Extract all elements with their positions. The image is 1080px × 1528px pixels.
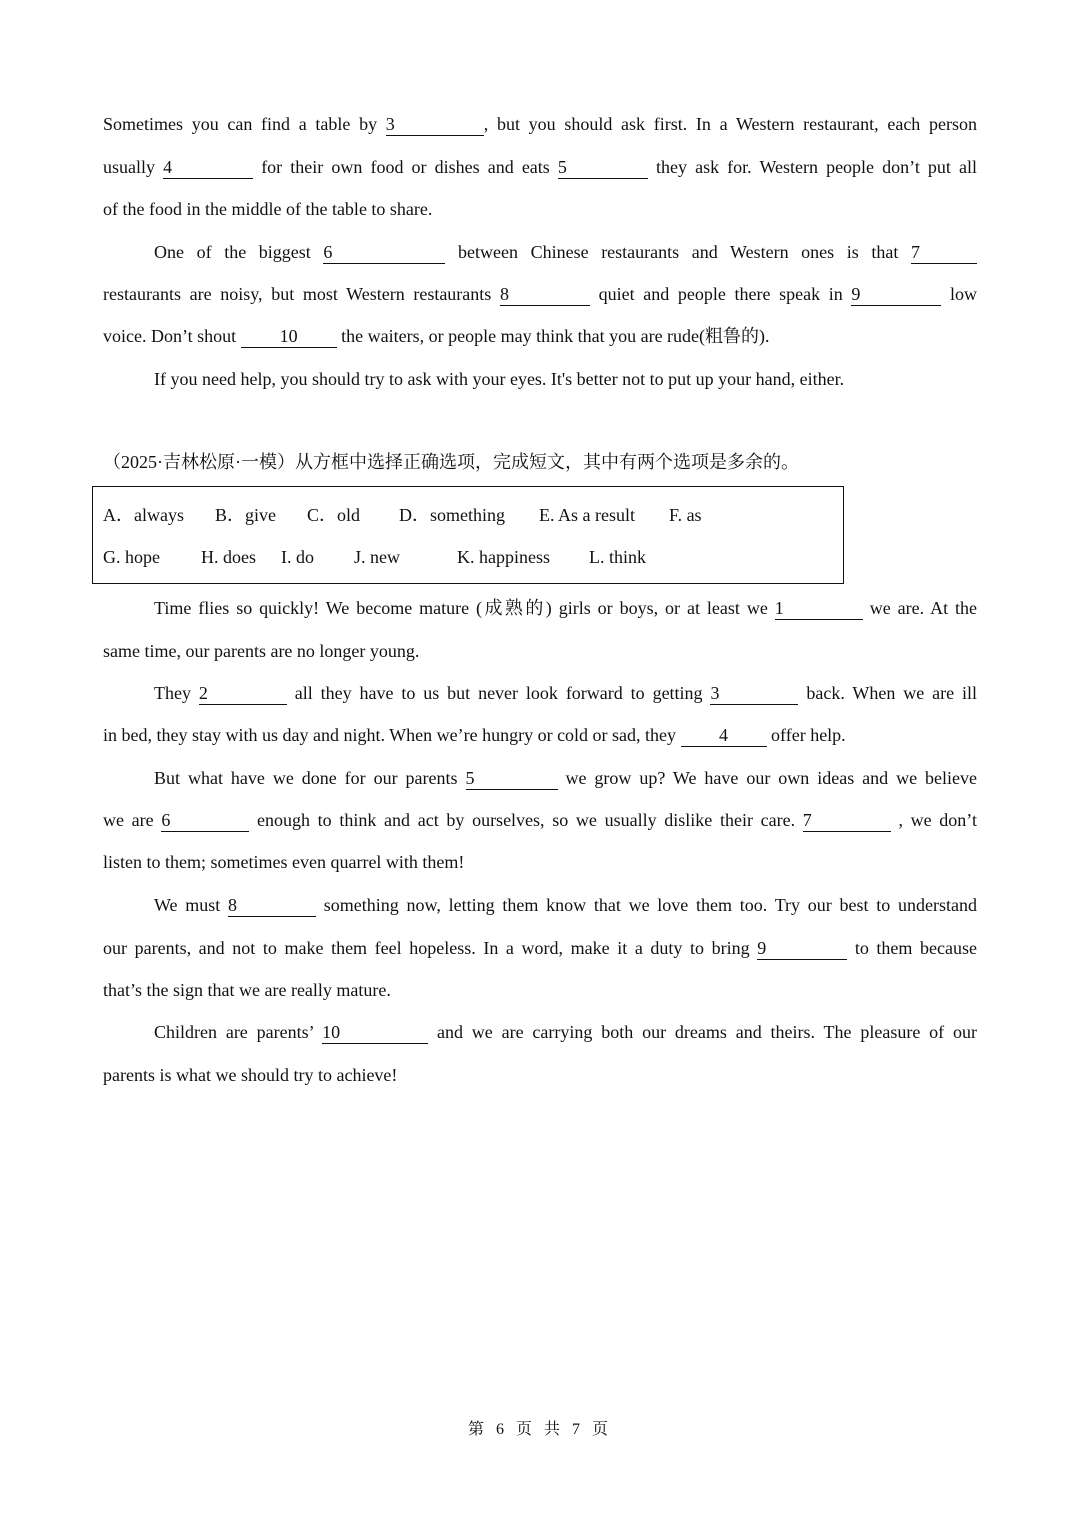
passage2-line-2: same time, our parents are no longer young. bbox=[103, 641, 420, 661]
option-c: C．old bbox=[307, 505, 361, 525]
passage2-line-11: Children are parents’ 10 and we are carrying both our dreams and theirs. The pleasure of our bbox=[154, 1022, 977, 1042]
blank-p2-3: 3 bbox=[710, 683, 798, 705]
blank-p2-2: 2 bbox=[199, 683, 287, 705]
passage2-line-1: Time flies so quickly! We become mature (成熟的) girls or boys, or at least we 1 we are. At the bbox=[154, 598, 977, 618]
passage2-line-3: They 2 all they have to us but never look forward to getting 3 back. When we are ill bbox=[154, 683, 977, 703]
page-footer: 第 6 页 共 7 页 bbox=[467, 1421, 612, 1438]
option-l: L. think bbox=[589, 547, 646, 567]
option-k: K. happiness bbox=[457, 547, 550, 567]
option-f: F. as bbox=[669, 505, 702, 525]
option-j: J. new bbox=[354, 547, 400, 567]
blank-p2-10: 10 bbox=[322, 1022, 428, 1044]
section-heading: （2025·吉林松原·一模）从方框中选择正确选项，完成短文，其中有两个选项是多余的。 bbox=[103, 452, 799, 472]
blank-p2-1: 1 bbox=[775, 598, 863, 620]
passage1-line-6: voice. Don’t shout 10 the waiters, or people may think that you are rude(粗鲁的). bbox=[103, 326, 770, 346]
passage2-line-5: But what have we done for our parents 5 we grow up? We have our own ideas and we believe bbox=[154, 768, 977, 788]
passage2-line-10: that’s the sign that we are really mature. bbox=[103, 980, 391, 1000]
passage1-line-1: Sometimes you can find a table by 3 , but you should ask first. In a Western restaurant, each person bbox=[103, 114, 977, 134]
blank-p2-4: 4 bbox=[681, 725, 767, 747]
passage1-line-4: One of the biggest 6 between Chinese restaurants and Western ones is that 7 bbox=[154, 241, 977, 264]
passage1-line-7: If you need help, you should try to ask with your eyes. It's better not to put up your hand, either. bbox=[154, 369, 845, 389]
blank-p2-7: 7 bbox=[803, 810, 891, 832]
option-d: D．something bbox=[399, 505, 505, 525]
blank-4: 4 bbox=[163, 157, 253, 179]
blank-p2-6: 6 bbox=[161, 810, 249, 832]
option-b: B．give bbox=[215, 505, 276, 525]
passage2-line-7: listen to them; sometimes even quarrel with them! bbox=[103, 852, 465, 872]
passage2-line-8: We must 8 something now, letting them know that we love them too. Try our best to understand bbox=[154, 895, 978, 915]
blank-p2-8: 8 bbox=[228, 895, 316, 917]
blank-9: 9 bbox=[851, 284, 941, 306]
passage2-line-12: parents is what we should try to achieve! bbox=[103, 1065, 398, 1085]
blank-8: 8 bbox=[500, 284, 590, 306]
passage1-line-2: usually 4 for their own food or dishes and eats 5 they ask for. Western people don’t put all bbox=[103, 157, 977, 177]
passage1-line-3: of the food in the middle of the table to share. bbox=[103, 199, 433, 219]
blank-p2-5: 5 bbox=[466, 768, 558, 790]
option-e: E. As a result bbox=[539, 505, 635, 525]
option-h: H. does bbox=[201, 547, 256, 567]
option-a: A．always bbox=[103, 505, 184, 525]
passage2-line-4: in bed, they stay with us day and night. When we’re hungry or cold or sad, they 4 offer help. bbox=[103, 725, 846, 745]
options-box bbox=[92, 486, 844, 584]
blank-p2-9: 9 bbox=[757, 938, 847, 960]
blank-10: 10 bbox=[241, 326, 337, 348]
option-i: I. do bbox=[281, 547, 314, 567]
blank-6: 6 bbox=[323, 242, 445, 264]
passage2-line-6: we are 6 enough to think and act by ourselves, so we usually dislike their care. 7 , we don’t bbox=[103, 810, 977, 830]
blank-7: 7 bbox=[911, 242, 977, 264]
passage2-line-9: our parents, and not to make them feel hopeless. In a word, make it a duty to bring 9 to them because bbox=[103, 938, 977, 958]
blank-3: 3 bbox=[386, 114, 484, 136]
option-g: G. hope bbox=[103, 547, 160, 567]
passage1-line-5: restaurants are noisy, but most Western restaurants 8 quiet and people there speak in 9 low bbox=[103, 284, 977, 304]
blank-5: 5 bbox=[558, 157, 648, 179]
